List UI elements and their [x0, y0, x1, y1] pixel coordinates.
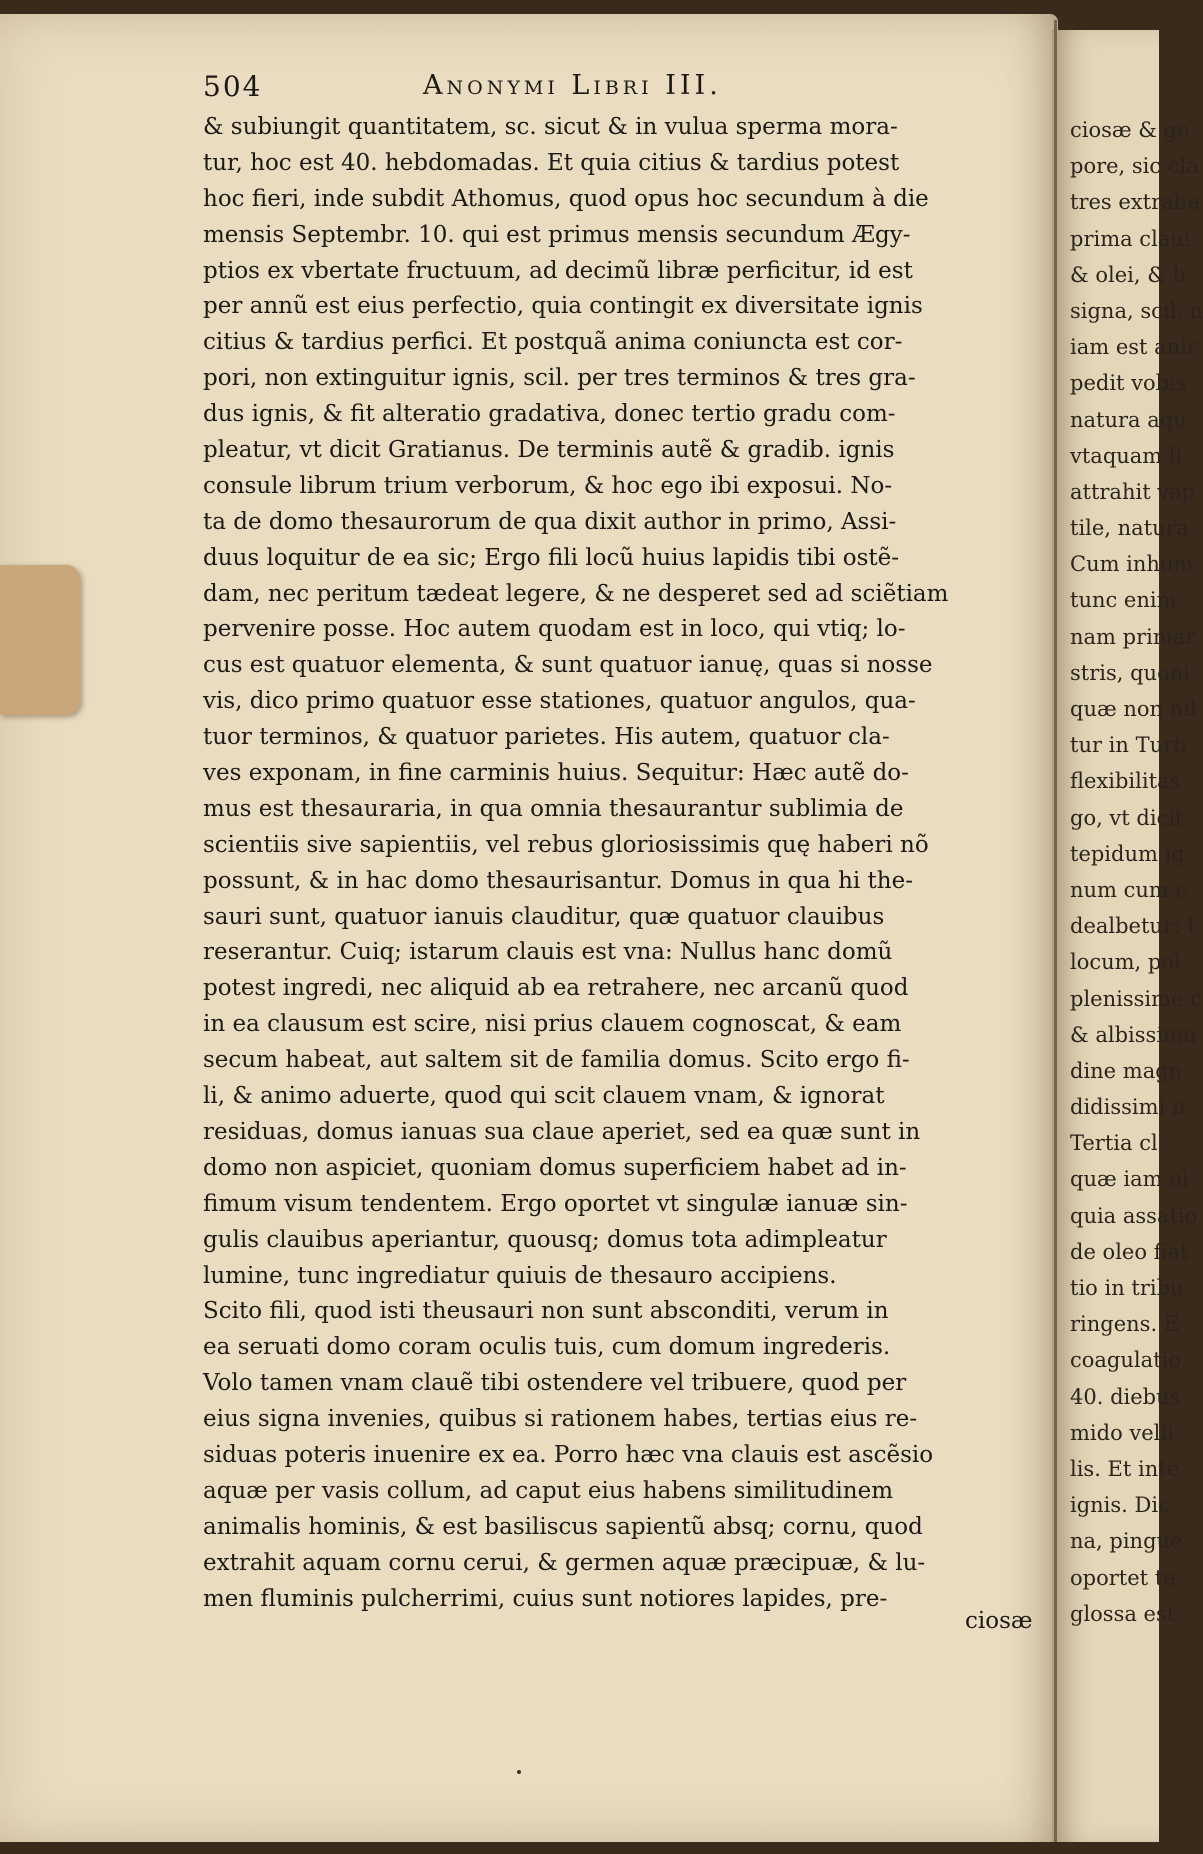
- text-line: hoc fieri, inde subdit Athomus, quod opus hoc secundum à die: [203, 185, 929, 212]
- text-line: sauri sunt, quatuor ianuis clauditur, quæ quatuor clauibus: [203, 903, 885, 930]
- text-line: dam, nec peritum tædeat legere, & ne desperet sed ad sciẽtiam: [203, 580, 949, 607]
- book-gutter: [1054, 20, 1057, 1842]
- text-line: & subiungit quantitatem, sc. sicut & in vulua sperma mora-: [203, 114, 898, 140]
- right-page-line: didissimi n: [1070, 1095, 1186, 1120]
- text-line: consule librum trium verborum, & hoc ego ibi exposui. No-: [203, 472, 893, 499]
- right-page-line: stris, quoni: [1070, 660, 1190, 685]
- right-page-line: tile, natura: [1070, 516, 1189, 541]
- text-line: ptios ex vbertate fructuum, ad decimũ libræ perficitur, id est: [203, 257, 913, 284]
- text-line: ves exponam, in fine carminis huius. Sequitur: Hæc autẽ do-: [203, 760, 909, 787]
- right-page-line: glossa est: [1070, 1601, 1176, 1626]
- page-number: 504: [203, 70, 263, 103]
- text-line: scientiis sive sapientiis, vel rebus gloriosissimis quę haberi nõ: [203, 831, 929, 858]
- right-page-line: tepidum ig: [1070, 841, 1185, 866]
- right-page-line: go, vt dicit: [1070, 805, 1184, 830]
- right-page-line: oportet te: [1070, 1565, 1176, 1590]
- right-page-line: tunc enim: [1070, 588, 1177, 613]
- right-page-line: nam primar: [1070, 624, 1196, 649]
- right-page-line: prima claui: [1070, 226, 1191, 251]
- right-page-line: mido velli: [1070, 1420, 1174, 1445]
- text-line: fimum visum tendentem. Ergo oportet vt singulæ ianuæ sin-: [203, 1190, 908, 1217]
- text-line: mus est thesauraria, in qua omnia thesaurantur sublimia de: [203, 795, 904, 822]
- text-line: pervenire posse. Hoc autem quodam est in loco, qui vtiq; lo-: [203, 616, 906, 643]
- right-page-line: Cum inhum: [1070, 552, 1194, 577]
- text-line: ea seruati domo coram oculis tuis, cum domum ingrederis.: [203, 1334, 891, 1361]
- right-page-line: ringens. E: [1070, 1312, 1180, 1337]
- right-page-line: 40. diebus: [1070, 1384, 1181, 1409]
- text-line: citius & tardius perfici. Et postquã anima coniuncta est cor-: [203, 329, 903, 356]
- right-page-line: pore, sic cla: [1070, 154, 1199, 179]
- text-line: li, & animo aduerte, quod qui scit clauem vnam, & ignorat: [203, 1083, 885, 1110]
- text-line: domo non aspiciet, quoniam domus superficiem habet ad in-: [203, 1154, 907, 1181]
- right-page-line: signa, scil. n: [1070, 298, 1203, 323]
- text-line: Volo tamen vnam clauẽ tibi ostendere vel tribuere, quod per: [203, 1370, 907, 1397]
- text-line: vis, dico primo quatuor esse stationes, quatuor angulos, qua-: [203, 688, 916, 715]
- text-line: eius signa invenies, quibus si rationem habes, tertias eius re-: [203, 1406, 918, 1433]
- text-line: duus loquitur de ea sic; Ergo fili locũ huius lapidis tibi ostẽ-: [203, 544, 900, 571]
- right-page-line: vtaquam li: [1070, 443, 1183, 468]
- text-line: pori, non extinguitur ignis, scil. per tres terminos & tres gra-: [203, 365, 916, 392]
- right-page-text: [1070, 112, 1203, 1632]
- text-line: residuas, domus ianuas sua claue aperiet, sed ea quæ sunt in: [203, 1118, 921, 1145]
- right-page-line: num cum c: [1070, 877, 1188, 902]
- text-line: aquæ per vasis collum, ad caput eius habens similitudinem: [203, 1477, 893, 1504]
- text-line: tuor terminos, & quatuor parietes. His autem, quatuor cla-: [203, 724, 890, 751]
- right-page-line: & olei, & h: [1070, 262, 1187, 287]
- right-page-line: quæ non nil: [1070, 697, 1197, 721]
- text-line: cus est quatuor elementa, & sunt quatuor ianuę, quas si nosse: [203, 652, 933, 679]
- right-page-line: plenissime c: [1070, 986, 1202, 1011]
- right-page-line: tres extrahe: [1070, 190, 1200, 215]
- right-page-line: natura aqu: [1070, 407, 1187, 432]
- page-speck: [517, 1770, 521, 1774]
- text-line: in ea clausum est scire, nisi prius clauem cognoscat, & eam: [203, 1011, 902, 1038]
- text-line: mensis Septembr. 10. qui est primus mensis secundum Ægy-: [203, 221, 911, 248]
- main-text-block: [203, 110, 1003, 1617]
- catchword: ciosæ: [965, 1608, 1033, 1634]
- right-page-line: quæ iam ol: [1070, 1167, 1189, 1192]
- right-page-line: dine magn: [1070, 1058, 1183, 1083]
- text-line: potest ingredi, nec aliquid ab ea retrahere, nec arcanũ quod: [203, 975, 909, 1002]
- text-line: tur, hoc est 40. hebdomadas. Et quia citius & tardius potest: [203, 149, 900, 176]
- right-page-line: tur in Turb: [1070, 733, 1187, 758]
- right-page-line: dealbetur: I: [1070, 914, 1196, 939]
- text-line: possunt, & in hac domo thesaurisantur. Domus in qua hi the-: [203, 867, 913, 894]
- right-page-line: na, pingue: [1070, 1529, 1183, 1554]
- text-line: per annũ est eius perfectio, quia contingit ex diversitate ignis: [203, 293, 923, 320]
- page-header: [203, 70, 1003, 110]
- text-line: animalis hominis, & est basiliscus sapientũ absq; cornu, quod: [203, 1513, 923, 1540]
- right-page-line: tio in tribu: [1070, 1276, 1184, 1300]
- text-line: secum habeat, aut saltem sit de familia domus. Scito ergo fi-: [203, 1047, 910, 1074]
- right-page-line: coagulatio: [1070, 1348, 1181, 1373]
- text-line: reserantur. Cuiq; istarum clauis est vna: Nullus hanc domũ: [203, 939, 893, 966]
- text-line: siduas poteris inuenire ex ea. Porro hæc vna clauis est ascẽsio: [203, 1441, 934, 1468]
- right-page-line: flexibilitas: [1070, 769, 1181, 794]
- text-line: pleatur, vt dicit Gratianus. De terminis autẽ & gradib. ignis: [203, 437, 895, 464]
- right-page-line: ignis. Dic: [1070, 1493, 1170, 1518]
- paper-tab: [0, 565, 80, 715]
- running-head: Anonymi Libri III.: [423, 70, 722, 101]
- text-line: Scito fili, quod isti theusauri non sunt absconditi, verum in: [203, 1298, 889, 1325]
- right-page-line: attrahit vap: [1070, 479, 1196, 504]
- text-line: men fluminis pulcherrimi, cuius sunt notiores lapides, pre-: [203, 1585, 888, 1612]
- right-page-line: pedit vobis: [1070, 371, 1187, 396]
- right-page-line: Tertia cl: [1070, 1131, 1158, 1156]
- text-line: extrahit aquam cornu cerui, & germen aquæ præcipuæ, & lu-: [203, 1549, 926, 1576]
- right-page-line: lis. Et inte: [1070, 1456, 1180, 1481]
- right-page-line: de oleo fiat: [1070, 1239, 1189, 1264]
- right-page-line: ciosæ & ge: [1070, 118, 1190, 142]
- text-line: gulis clauibus aperiantur, quousq; domus tota adimpleatur: [203, 1226, 887, 1253]
- right-page-line: quia assatio: [1070, 1203, 1198, 1228]
- text-line: dus ignis, & fit alteratio gradativa, donec tertio gradu com-: [203, 401, 896, 428]
- text-line: ta de domo thesaurorum de qua dixit author in primo, Assi-: [203, 508, 897, 535]
- right-page-line: iam est anir: [1070, 335, 1197, 360]
- right-page-line: & albissimu: [1070, 1022, 1197, 1047]
- right-page-line: locum, pol: [1070, 950, 1181, 975]
- text-line: lumine, tunc ingrediatur quiuis de thesauro accipiens.: [203, 1262, 837, 1289]
